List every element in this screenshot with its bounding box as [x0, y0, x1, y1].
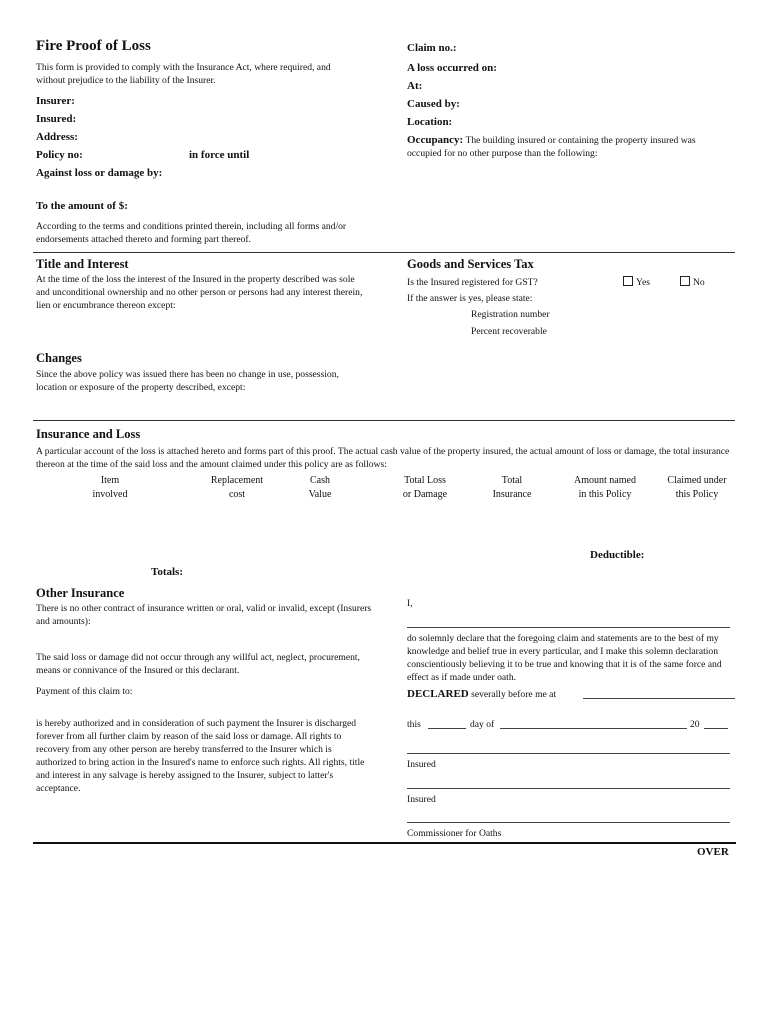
divider: [33, 420, 735, 421]
title-interest-heading: Title and Interest: [36, 257, 129, 271]
no-willful-act-text: The said loss or damage did not occur through any willful act, neglect, procurement, means or connivance of the Insured or this declarant.: [36, 652, 360, 676]
declarant-i: I,: [407, 598, 413, 609]
col-total-loss: Total Loss or Damage: [402, 475, 448, 500]
commissioner-label: Commissioner for Oaths: [407, 828, 502, 839]
gst-if-yes: If the answer is yes, please state:: [407, 293, 533, 304]
gst-question: Is the Insured registered for GST?: [407, 277, 538, 288]
authorized-text: is hereby authorized and in consideration of such payment the Insurer is discharged forever from all further claim by reason of the said loss or damage. All rights to recovery from any other person are hereby transferred to the Insurer which is authorized to bring action in the Insured's name to enforce such rights. All rights, title and interest in any salvage is hereby assigned to the Insurer, subject to latter's acceptance.: [36, 718, 365, 794]
col-replacement-cost: Replacement cost: [210, 475, 264, 500]
against-loss-label: Against loss or damage by:: [36, 167, 163, 179]
payment-label: Payment of this claim to:: [36, 686, 133, 697]
title-interest-text: At the time of the loss the interest of the Insured in the property described was sole and unconditional ownership and no other person or persons had any interest therein, lien or encumbrance thereon except:: [36, 274, 363, 311]
occupancy-text: The building insured or containing the property insured was occupied for no other purpose than the following:: [407, 135, 696, 159]
insured-label: Insured:: [36, 113, 77, 125]
deductible-label: Deductible:: [590, 549, 645, 561]
insured-signature-line-1[interactable]: [407, 753, 730, 754]
declared-rest: severally before me at: [471, 689, 557, 700]
declarant-name-line[interactable]: [407, 627, 730, 628]
declared-place-line[interactable]: [583, 698, 735, 699]
yes-label: Yes: [636, 277, 650, 288]
other-insurance-heading: Other Insurance: [36, 586, 125, 600]
divider: [33, 252, 735, 253]
amount-label: To the amount of $:: [36, 200, 128, 212]
year-line[interactable]: [704, 728, 728, 729]
other-insurance-text: There is no other contract of insurance written or oral, valid or invalid, except (Insurers and amounts):: [36, 603, 372, 627]
changes-text: Since the above policy was issued there has been no change in use, possession, location or exposure of the property described, except:: [36, 369, 339, 393]
solemn-declaration-text: do solemnly declare that the foregoing claim and statements are to the best of my knowledge and belief true in every particular, and I make this solemn declaration conscientiously believing it to be true and knowing that it is of the same force and effect as if made under oath.: [407, 633, 722, 683]
policy-no-label: Policy no:: [36, 149, 83, 161]
amount-text: According to the terms and conditions printed therein, including all forms and/or endorsements attached thereto and forming part thereof.: [36, 221, 347, 245]
insurance-loss-heading: Insurance and Loss: [36, 427, 141, 441]
col-amount-named: Amount named in this Policy: [574, 475, 636, 500]
month-line[interactable]: [500, 728, 687, 729]
registration-number-label: Registration number: [471, 309, 550, 320]
footer-divider: [33, 842, 736, 844]
no-label: No: [693, 277, 705, 288]
insured-label-2: Insured: [407, 794, 436, 805]
gst-yes-option[interactable]: [623, 276, 650, 289]
loss-occurred-label: A loss occurred on:: [407, 62, 497, 74]
insurer-label: Insurer:: [36, 95, 75, 107]
year-label: 20: [690, 719, 700, 730]
day-of-label: day of: [470, 719, 495, 730]
occupancy-block: [407, 134, 727, 160]
no-checkbox[interactable]: [680, 276, 690, 286]
yes-checkbox[interactable]: [623, 276, 633, 286]
caused-by-label: Caused by:: [407, 98, 460, 110]
gst-heading: Goods and Services Tax: [407, 257, 534, 271]
occupancy-label: Occupancy:: [407, 134, 464, 146]
insurance-loss-text: A particular account of the loss is attached hereto and forms part of this proof. The actual cash value of the property insured, the actual amount of loss or damage, the total insurance thereon at the time of the said loss and the amount claimed under this policy are as follows:: [36, 446, 730, 470]
col-claimed-under: Claimed under this Policy: [667, 475, 727, 500]
percent-recoverable-label: Percent recoverable: [471, 326, 547, 337]
this-label: this: [407, 719, 421, 730]
commissioner-signature-line[interactable]: [407, 822, 730, 823]
col-item-involved: Item involved: [92, 475, 128, 500]
declared-line: [407, 688, 556, 701]
form-title: Fire Proof of Loss: [36, 38, 151, 54]
over-label: OVER: [697, 846, 729, 858]
col-cash-value: Cash Value: [308, 475, 332, 500]
col-total-insurance: Total Insurance: [492, 475, 532, 500]
day-line[interactable]: [428, 728, 466, 729]
changes-heading: Changes: [36, 351, 82, 365]
insured-label-1: Insured: [407, 759, 436, 770]
intro-text: This form is provided to comply with the Insurance Act, where required, and without prejudice to the liability of the Insurer.: [36, 62, 331, 86]
declared-bold: DECLARED: [407, 688, 469, 700]
location-label: Location:: [407, 116, 453, 128]
gst-no-option[interactable]: [680, 276, 705, 289]
address-label: Address:: [36, 131, 78, 143]
insured-signature-line-2[interactable]: [407, 788, 730, 789]
totals-label: Totals:: [151, 566, 183, 578]
in-force-until-label: in force until: [189, 149, 250, 161]
claim-no-label: Claim no.:: [407, 42, 457, 54]
at-label: At:: [407, 80, 423, 92]
